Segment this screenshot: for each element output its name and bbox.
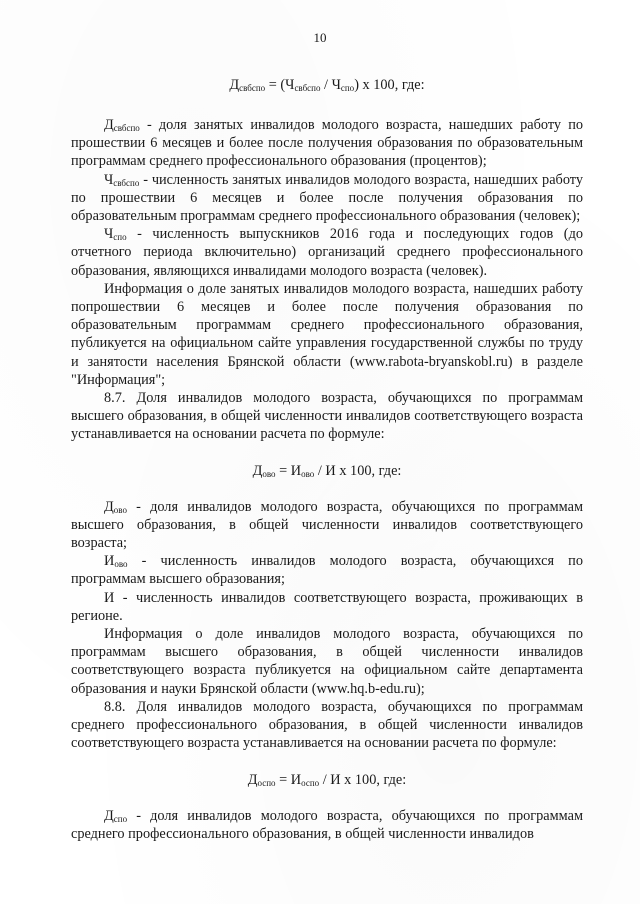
formula-part: = И [275,462,302,479]
formula-lhs-sub: оспо [257,777,276,788]
definition-i: И - численность инвалидов соответствующего возраста, проживающих в регионе. [71,589,583,624]
info-paragraph-employment: Информация о доле занятых инвалидов молодого возраста, нашедших работу попрошествии 6 месяцев и более после получения образования по образовательным программам среднего профессионального образования, публикуется на официальном сайте управления государственной службы по труду и занятости населения Брянской области (www.rabota-bryanskobl.ru) в разделе "Информация"; [71,280,583,388]
definition-dspo [71,807,583,843]
formula-lhs: Д [229,77,240,93]
formula-part-sub: оспо [301,777,320,788]
formula-part: / Ч [320,77,341,93]
definition-dovo [71,498,583,553]
definition-text: - доля занятых инвалидов молодого возраста, нашедших работу по прошествии 6 месяцев и более после получения образования по образовательным программам среднего профессионального образования (процентов); [71,117,583,170]
formula-lhs: Д [247,771,258,788]
definition-term-sub: свбспо [113,123,140,133]
definition-term: И [104,553,115,570]
document-body [71,76,583,843]
definition-text: - доля инвалидов молодого возраста, обучающихся по программам высшего образования, в общей численности инвалидов соответствующего возраста; [71,498,583,552]
definition-term-sub: свбспо [113,177,140,188]
section-8-8: 8.8. Доля инвалидов молодого возраста, обучающихся по программам среднего профессионального образования, в общей численности инвалидов соответствующего возраста устанавливается на основании расчета по формуле: [71,698,583,752]
definition-term-sub: ово [113,504,127,515]
definition-chspo [71,225,583,280]
definition-term: Ч [104,226,114,243]
definition-term-sub: ово [114,559,128,570]
formula-rest: / И x 100, где: [314,462,402,479]
definition-term-sub: спо [113,813,128,824]
definition-chsvbspo [71,171,583,226]
formula-dovo [71,462,583,480]
definition-term: Ч [104,171,114,188]
definition-term: Д [104,498,114,515]
definition-term: Д [104,807,114,824]
definition-term: Д [104,117,114,133]
formula-dsvbspo [71,76,583,94]
definition-text: - численность занятых инвалидов молодого возраста, нашедших работу по прошествии 6 месяцев и более после получения образования по образовательным программам среднего профессионального образования (человек); [71,171,583,225]
formula-part-sub: ово [301,468,315,479]
page-number: 10 [313,30,327,45]
definition-text: - доля инвалидов молодого возраста, обучающихся по программам среднего профессионального образования, в общей численности инвалидов [71,807,583,842]
section-8-7: 8.7. Доля инвалидов молодого возраста, обучающихся по программам высшего образования, в общей численности инвалидов соответствующего возраста устанавливается на основании расчета по формуле: [71,390,583,443]
definition-text: - численность инвалидов молодого возраста, обучающихся по программам высшего образования; [71,553,583,588]
formula-lhs: Д [252,462,263,479]
formula-part: = (Ч [265,77,295,93]
formula-lhs-sub: ово [262,468,276,479]
definition-dsvbspo [71,116,583,171]
definition-term-sub: спо [113,232,127,243]
formula-part: = И [275,771,302,788]
definition-text: - численность выпускников 2016 года и последующих годов (до отчетного периода включительно) организаций среднего профессионального образования, являющихся инвалидами молодого возраста (человек). [71,226,583,279]
info-paragraph-higher-education: Информация о доле инвалидов молодого возраста, обучающихся по программам высшего образования, в общей численности инвалидов соответствующего возраста публикуется на официальном сайте департамента образования и науки Брянской области (www.hq.b-edu.ru); [71,626,583,697]
definition-iovo [71,552,583,588]
formula-part-sub: свбспо [294,83,321,93]
formula-part-sub: спо [340,83,355,93]
formula-lhs-sub: свбспо [239,83,266,93]
formula-dospo [71,771,583,789]
formula-rest: / И x 100, где: [319,771,407,788]
formula-rest: ) x 100, где: [354,77,425,93]
